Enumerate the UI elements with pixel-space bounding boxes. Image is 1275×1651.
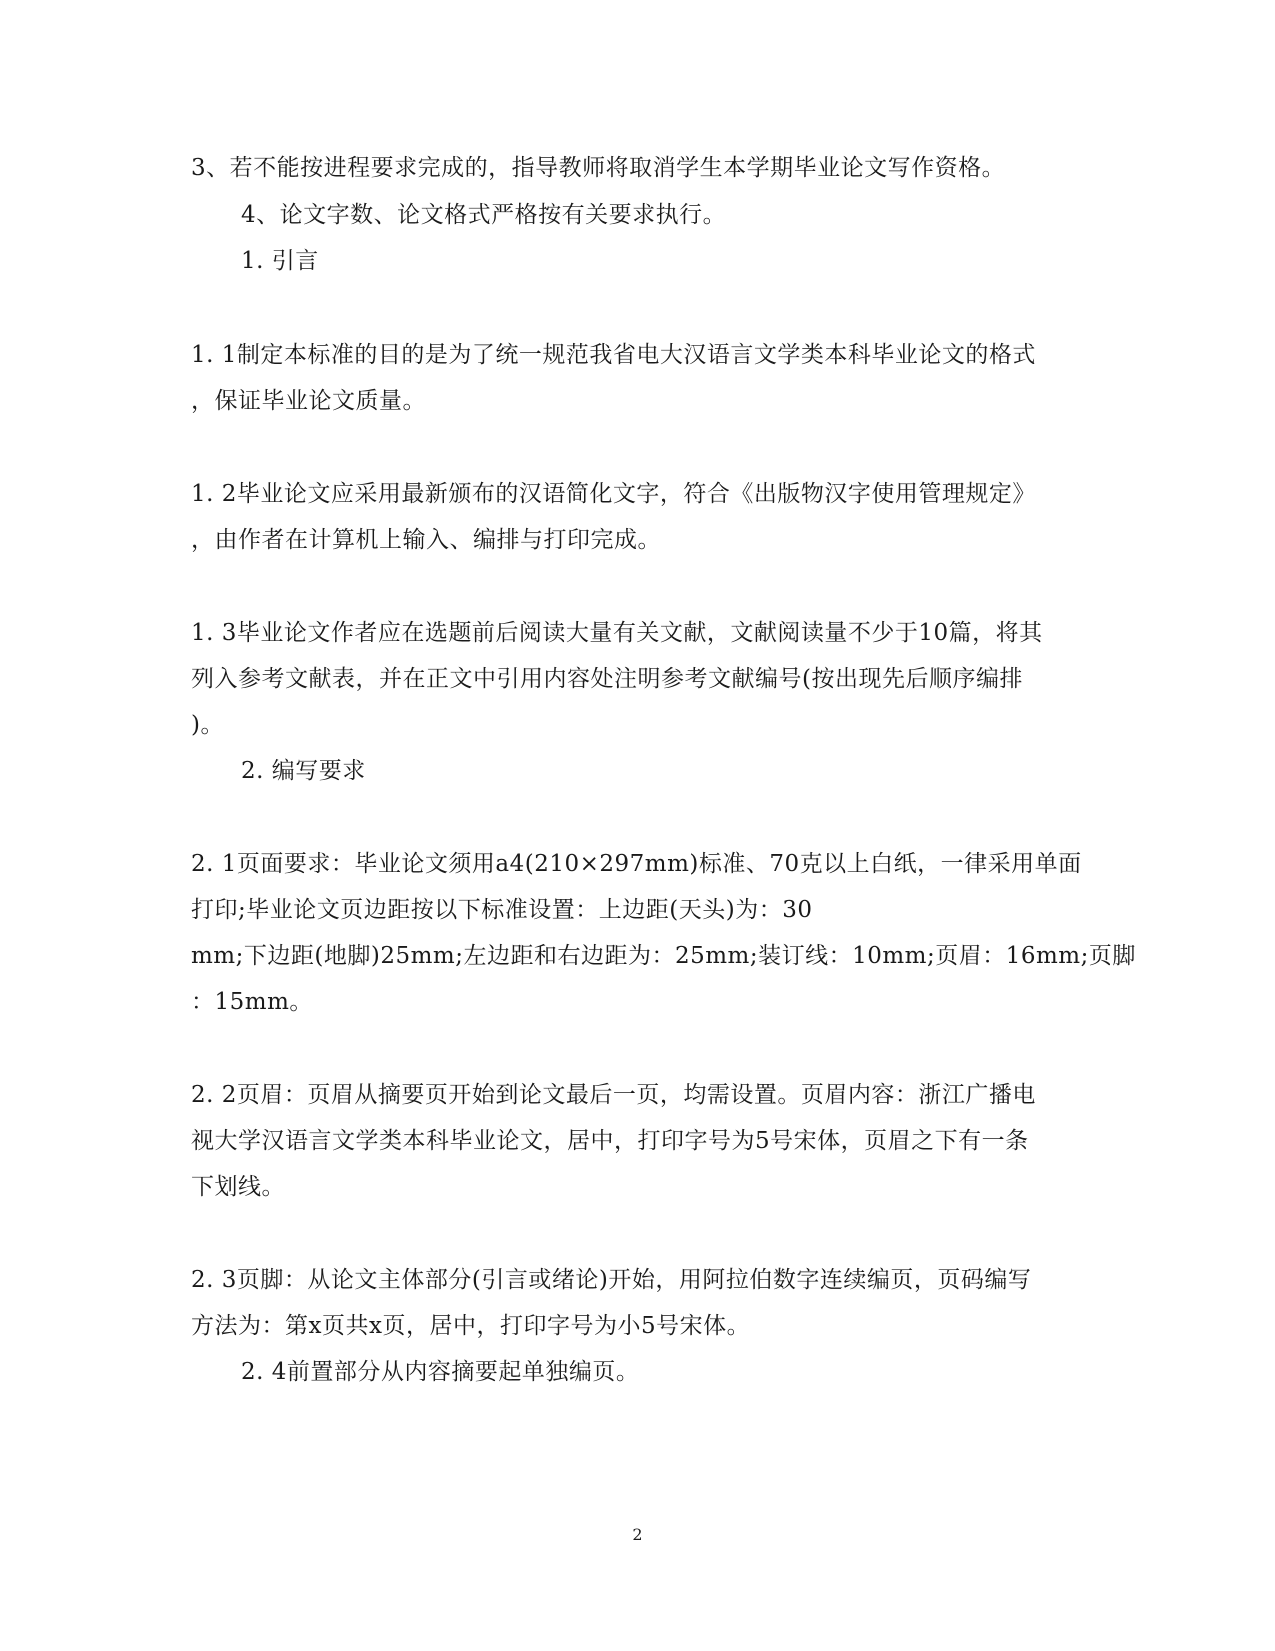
text-line: ：15mm。 — [191, 989, 313, 1015]
text-line: mm;下边距(地脚)25mm;左边距和右边距为：25mm;装订线：10mm;页眉：16mm;页脚 — [191, 943, 1136, 969]
text-line: 2. 1页面要求：毕业论文须用a4(210×297mm)标准、70克以上白纸，一律采用单面 — [191, 851, 1082, 877]
text-line: 下划线。 — [191, 1174, 285, 1200]
text-line: 1. 1制定本标准的目的是为了统一规范我省电大汉语言文学类本科毕业论文的格式 — [191, 342, 1036, 368]
text-line: 列入参考文献表，并在正文中引用内容处注明参考文献编号(按出现先后顺序编排 — [191, 666, 1023, 692]
section-heading: 2. 编写要求 — [241, 758, 366, 784]
text-line: 1. 3毕业论文作者应在选题前后阅读大量有关文献，文献阅读量不少于10篇，将其 — [191, 620, 1043, 646]
text-line: 4、论文字数、论文格式严格按有关要求执行。 — [241, 202, 727, 228]
text-line: 视大学汉语言文学类本科毕业论文，居中，打印字号为5号宋体，页眉之下有一条 — [191, 1128, 1029, 1154]
text-line: 方法为：第x页共x页，居中，打印字号为小5号宋体。 — [191, 1313, 751, 1339]
text-line: 打印;毕业论文页边距按以下标准设置：上边距(天头)为：30 — [191, 897, 813, 923]
text-line: 2. 3页脚：从论文主体部分(引言或绪论)开始，用阿拉伯数字连续编页，页码编写 — [191, 1267, 1032, 1293]
text-line: 3、若不能按进程要求完成的，指导教师将取消学生本学期毕业论文写作资格。 — [191, 155, 1006, 181]
text-line: 1. 2毕业论文应采用最新颁布的汉语简化文字，符合《出版物汉字使用管理规定》 — [191, 481, 1036, 507]
page-number: 2 — [632, 1525, 643, 1544]
text-line: ，由作者在计算机上输入、编排与打印完成。 — [191, 527, 661, 553]
text-line: )。 — [191, 712, 224, 738]
text-line: 2. 2页眉：页眉从摘要页开始到论文最后一页，均需设置。页眉内容：浙江广播电 — [191, 1082, 1036, 1108]
text-line: 2. 4前置部分从内容摘要起单独编页。 — [241, 1359, 640, 1385]
section-heading: 1. 引言 — [241, 248, 319, 274]
text-line: ，保证毕业论文质量。 — [191, 388, 426, 414]
